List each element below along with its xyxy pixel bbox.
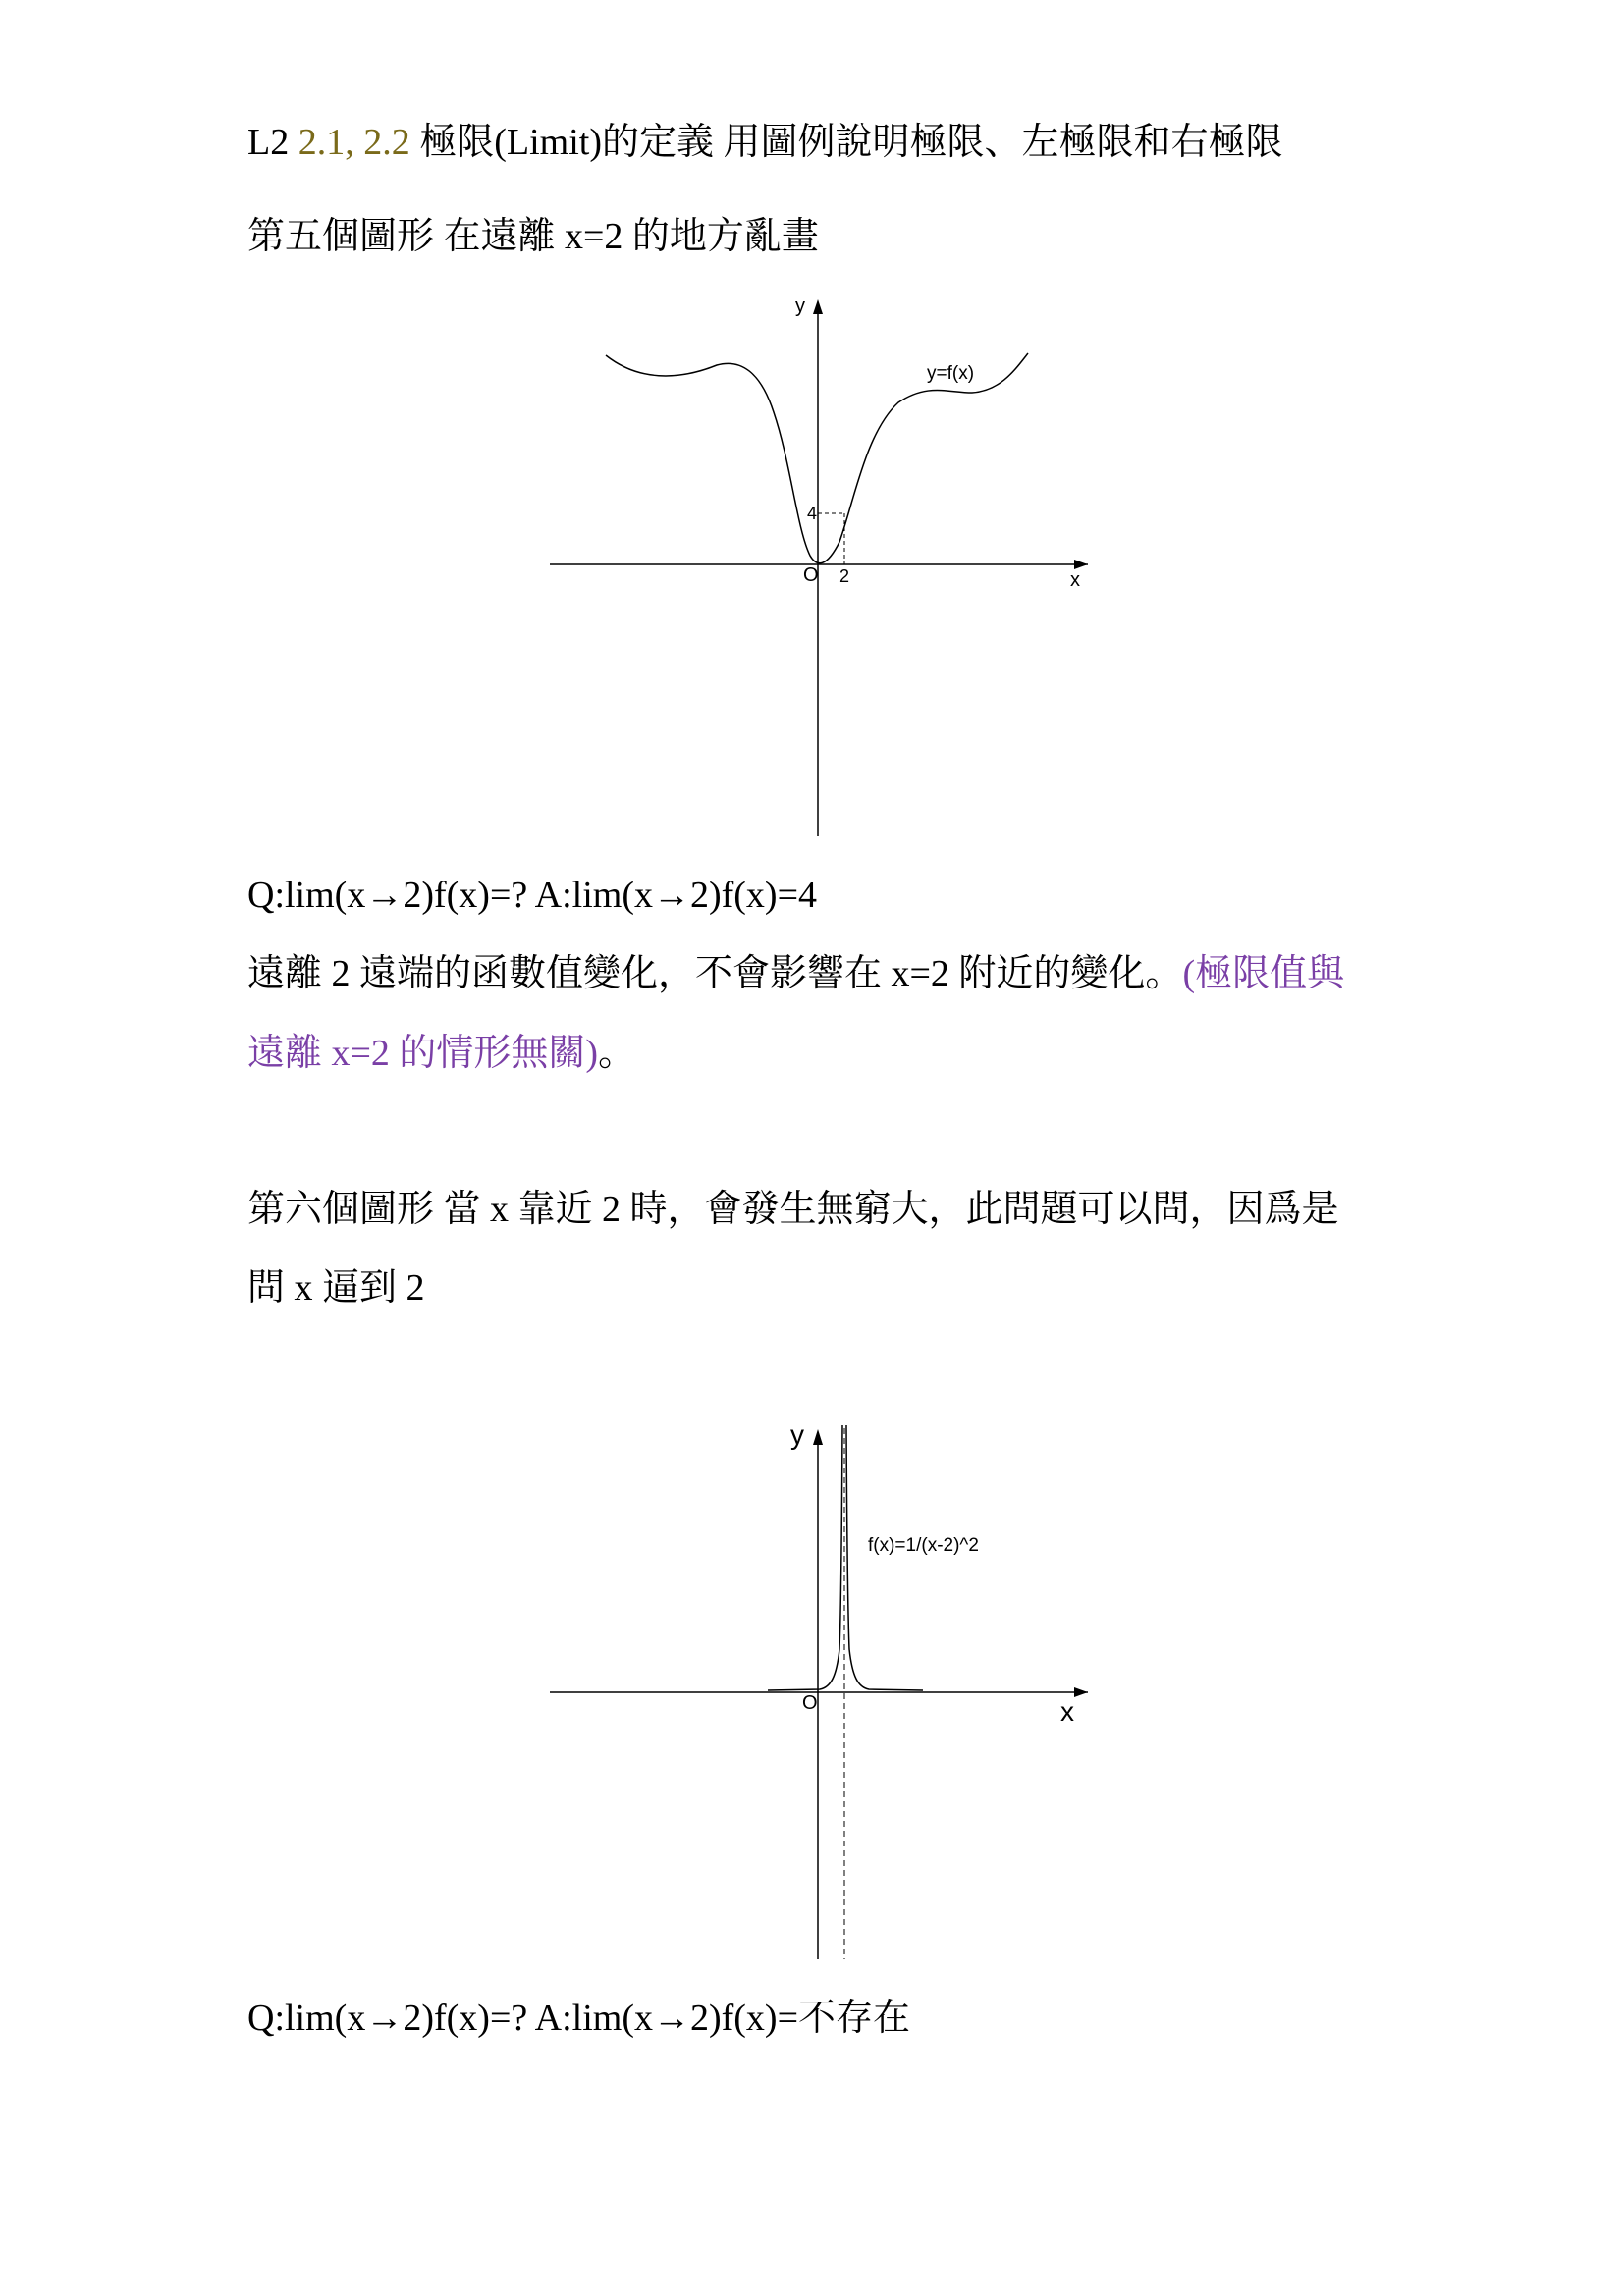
fig6-origin-label: O bbox=[802, 1692, 818, 1714]
fig6-curve-label: f(x)=1/(x-2)^2 bbox=[868, 1535, 979, 1556]
figure5-heading: 第五個圖形 在遠離 x=2 的地方亂畫 bbox=[247, 216, 819, 257]
figure5-explanation-note-end: 遠離 x=2 的情形無關) bbox=[247, 1033, 599, 1074]
figure5-explanation-1-text: 遠離 2 遠端的函數值變化，不會影響在 x=2 附近的變化。 bbox=[247, 953, 1183, 994]
title-text: 極限(Limit)的定義 用圖例說明極限、左極限和右極限 bbox=[409, 122, 1283, 163]
fig5-x-label: x bbox=[1070, 569, 1080, 591]
fig6-x-label: x bbox=[1060, 1696, 1074, 1727]
fig5-curve-label: y=f(x) bbox=[927, 363, 975, 384]
fig6-x-arrow bbox=[1074, 1687, 1088, 1697]
fig5-tick-x: 2 bbox=[839, 566, 850, 586]
figure5-explanation-period: 。 bbox=[598, 1033, 636, 1074]
section-numbers: 2.1, 2.2 bbox=[298, 122, 410, 163]
fig5-y-arrow bbox=[813, 299, 823, 314]
figure6-question: Q:lim(x→2)f(x)=? A:lim(x→2)f(x)=不存在 bbox=[247, 1998, 911, 2039]
fig6-curve-left bbox=[768, 1425, 842, 1690]
figure5-explanation-note-start: (極限值與 bbox=[1182, 953, 1345, 994]
figure5-question: Q:lim(x→2)f(x)=? A:lim(x→2)f(x)=4 bbox=[247, 875, 818, 916]
figure5-explanation-1 bbox=[247, 955, 1344, 992]
title-prefix: L2 bbox=[247, 122, 298, 163]
fig6-y-arrow bbox=[813, 1429, 823, 1445]
page-title bbox=[247, 124, 1282, 161]
fig5-x-arrow bbox=[1074, 560, 1088, 569]
figure5-explanation-2 bbox=[247, 1035, 635, 1072]
fig5-tick-y: 4 bbox=[807, 504, 818, 523]
fig5-curve bbox=[606, 353, 1028, 563]
figure6-heading-2: 問 x 逼到 2 bbox=[247, 1267, 425, 1308]
figure6-heading-1: 第六個圖形 當 x 靠近 2 時，會發生無窮大，此問題可以問，因爲是 bbox=[247, 1189, 1339, 1230]
fig5-y-label: y bbox=[795, 295, 805, 317]
fig6-y-label: y bbox=[790, 1419, 804, 1450]
fig5-origin-label: O bbox=[803, 564, 819, 586]
fig6-curve-right bbox=[846, 1425, 923, 1690]
